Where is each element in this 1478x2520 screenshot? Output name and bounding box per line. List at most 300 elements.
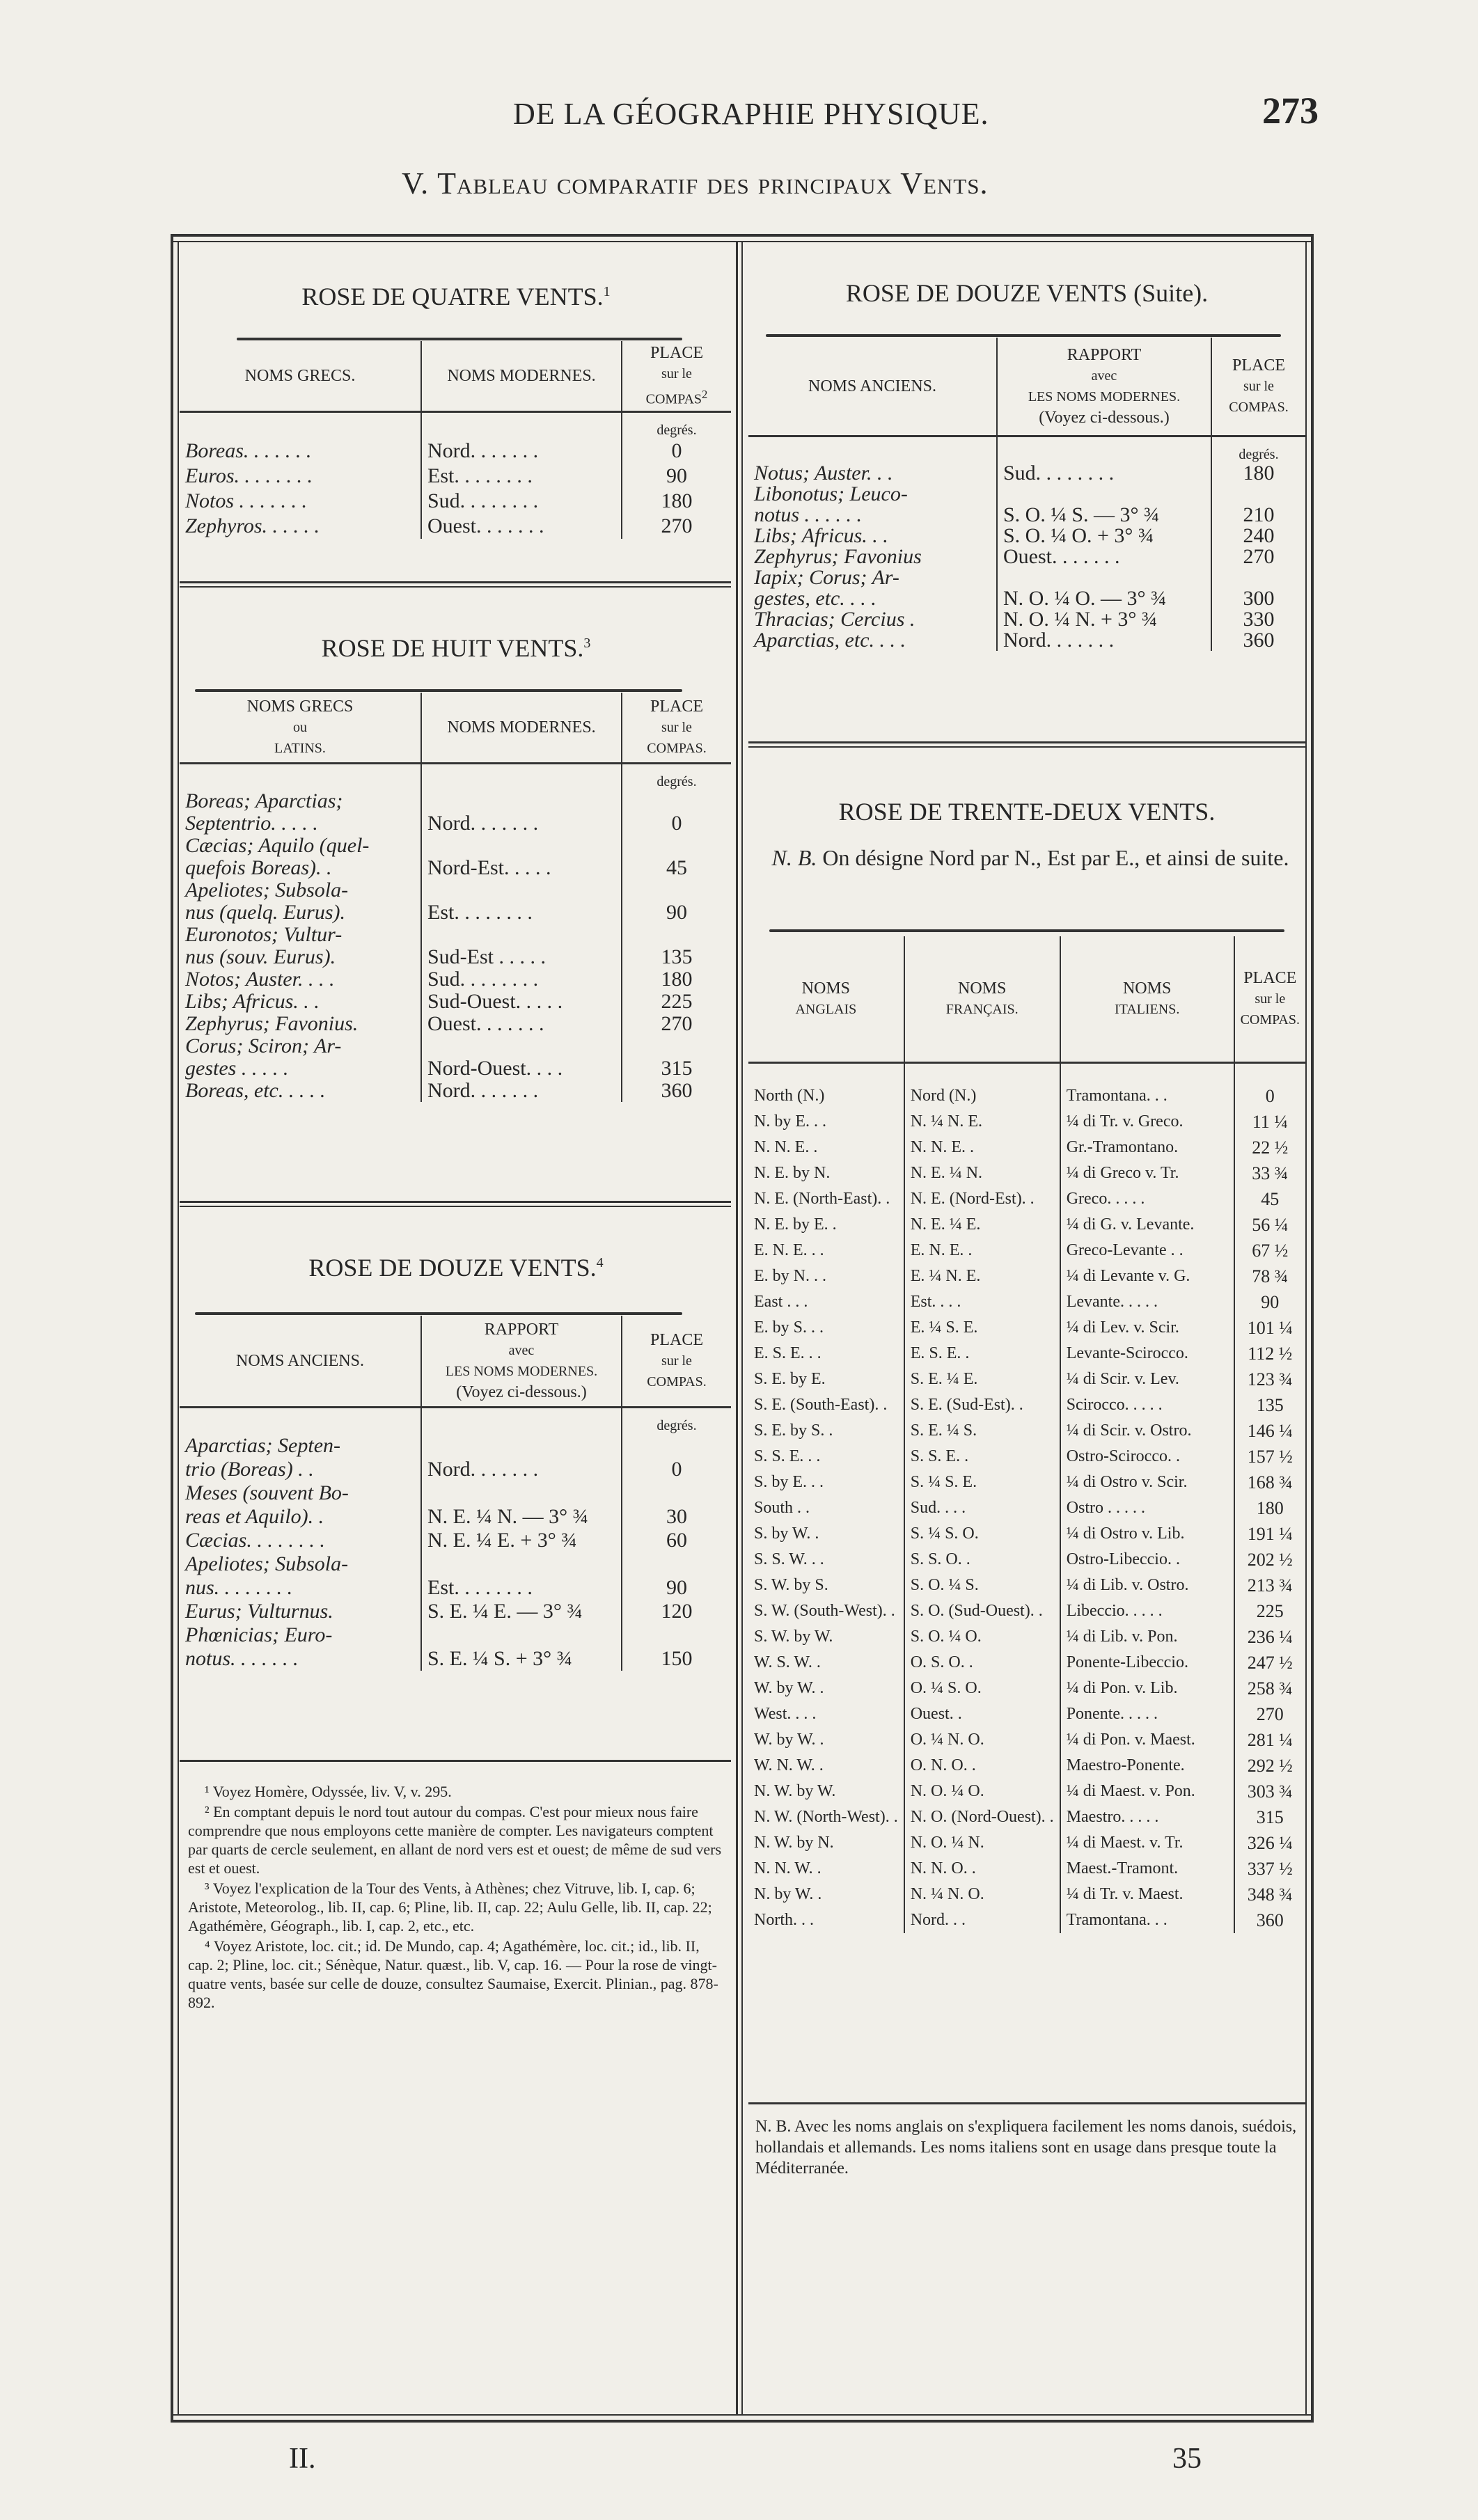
eight-modern: Nord. . . . . . . bbox=[421, 1080, 622, 1102]
twelve-cont-name bbox=[748, 609, 997, 630]
twelve-modern: Nord. . . . . . . bbox=[421, 1434, 622, 1481]
thirtytwo-degree: 213 ¾ bbox=[1234, 1573, 1305, 1598]
thirtytwo-italian: ¼ di Scir. v. Ostro. bbox=[1060, 1418, 1234, 1444]
thirtytwo-degree: 146 ¼ bbox=[1234, 1418, 1305, 1444]
thirtytwo-english: South . . bbox=[754, 1499, 810, 1517]
thirtytwo-row bbox=[748, 1676, 1305, 1701]
twelve-table bbox=[180, 1316, 731, 1671]
thirtytwo-italian: ¼ di Levante v. G. bbox=[1060, 1263, 1234, 1289]
eight-name-line: Zephyrus; Favonius. bbox=[185, 1012, 359, 1035]
thirtytwo-row bbox=[748, 1341, 1305, 1367]
twelve-col3-a: PLACE bbox=[650, 1331, 703, 1349]
twelve-cont-degree: 240 bbox=[1211, 526, 1305, 546]
four-modern: Est. . . . . . . . bbox=[421, 464, 622, 489]
twelve-cont-degree: 300 bbox=[1211, 567, 1305, 609]
twelve-cont-modern: Sud. . . . . . . . bbox=[997, 463, 1211, 484]
thirtytwo-degree: 258 ¾ bbox=[1234, 1676, 1305, 1701]
eight-degree: 45 bbox=[622, 835, 731, 879]
thirtytwo-french: S. ¼ S. E. bbox=[904, 1470, 1060, 1495]
eight-degree: 360 bbox=[622, 1080, 731, 1102]
twelve-name bbox=[180, 1600, 421, 1623]
thirtytwo-row bbox=[748, 1109, 1305, 1135]
thirtytwo-nb-text: On désigne Nord par N., Est par E., et ainsi de suite. bbox=[822, 845, 1289, 870]
thirtytwo-french: O. ¼ S. O. bbox=[904, 1676, 1060, 1701]
eight-name-line: Boreas, etc. . . . . bbox=[185, 1079, 326, 1102]
thirtytwo-row bbox=[748, 1238, 1305, 1263]
twelve-modern: N. E. ¼ E. + 3° ¾ bbox=[421, 1529, 622, 1552]
thirtytwo-degree: 270 bbox=[1234, 1701, 1305, 1727]
thirtytwo-italian: Tramontana. . . bbox=[1060, 1083, 1234, 1109]
thirtytwo-italian: Levante-Scirocco. bbox=[1060, 1341, 1234, 1367]
thirtytwo-col2-a: NOMS bbox=[958, 979, 1007, 998]
eight-rule bbox=[195, 689, 682, 692]
signature-mark: II. bbox=[289, 2443, 316, 2475]
thirtytwo-french: S. S. O. . bbox=[904, 1547, 1060, 1573]
thirtytwo-french: O. ¼ N. O. bbox=[904, 1727, 1060, 1753]
thirtytwo-row bbox=[748, 1160, 1305, 1186]
thirtytwo-french: N. E. ¼ N. bbox=[904, 1160, 1060, 1186]
twelve-name-line: Cæcias. . . . . . . . bbox=[185, 1529, 325, 1552]
twelve-cont-name-line: Zephyrus; Favonius bbox=[754, 545, 922, 568]
thirtytwo-english: S. E. by S. . bbox=[754, 1422, 833, 1440]
thirtytwo-english: N. E. (North-East). . bbox=[754, 1190, 890, 1208]
twelve-name-line: Meses (souvent Bo- bbox=[185, 1481, 349, 1504]
thirtytwo-italian: Ostro-Libeccio. . bbox=[1060, 1547, 1234, 1573]
twelve-cont-degree: 270 bbox=[1211, 546, 1305, 567]
twelve-cont-col3-c: COMPAS. bbox=[1229, 400, 1289, 415]
thirtytwo-english: W. by W. . bbox=[754, 1679, 824, 1697]
twelve-cont-row bbox=[748, 463, 1305, 484]
thirtytwo-english: S. W. by W. bbox=[754, 1628, 833, 1646]
thirtytwo-english: S. E. (South-East). . bbox=[754, 1396, 888, 1414]
thirtytwo-french: N. O. ¼ O. bbox=[904, 1779, 1060, 1804]
twelve-title-text: ROSE DE DOUZE VENTS. bbox=[308, 1254, 597, 1282]
thirtytwo-italian: Maestro-Ponente. bbox=[1060, 1753, 1234, 1779]
four-name-line: Notos . . . . . . . bbox=[185, 489, 308, 512]
thirtytwo-italian: Tramontana. . . bbox=[1060, 1907, 1234, 1933]
table-title bbox=[402, 166, 988, 201]
twelve-cont-name-line: Aparctias, etc. . . . bbox=[754, 629, 906, 652]
thirtytwo-french: N. E. (Nord-Est). . bbox=[904, 1186, 1060, 1212]
eight-row bbox=[180, 968, 731, 991]
thirtytwo-french: N. E. ¼ E. bbox=[904, 1212, 1060, 1238]
four-unit: degrés. bbox=[622, 412, 731, 439]
eight-name bbox=[180, 924, 421, 968]
thirtytwo-italian: ¼ di Tr. v. Maest. bbox=[1060, 1882, 1234, 1907]
thirtytwo-italian: ¼ di Tr. v. Greco. bbox=[1060, 1109, 1234, 1135]
four-col2: NOMS MODERNES. bbox=[421, 341, 622, 412]
thirtytwo-col4-b: sur le bbox=[1255, 991, 1286, 1007]
thirtytwo-degree: 292 ½ bbox=[1234, 1753, 1305, 1779]
twelve-cont-name bbox=[748, 484, 997, 526]
thirtytwo-french: N. N. E. . bbox=[904, 1135, 1060, 1160]
eight-modern: Sud-Ouest. . . . . bbox=[421, 991, 622, 1013]
thirtytwo-french: N. ¼ N. E. bbox=[904, 1109, 1060, 1135]
thirtytwo-row bbox=[748, 1856, 1305, 1882]
thirtytwo-row bbox=[748, 1624, 1305, 1650]
eight-modern: Est. . . . . . . . bbox=[421, 879, 622, 924]
thirtytwo-italian: Maestro. . . . . bbox=[1060, 1804, 1234, 1830]
thirtytwo-english: E. S. E. . . bbox=[754, 1344, 821, 1362]
eight-title-text: ROSE DE HUIT VENTS. bbox=[321, 634, 584, 662]
thirtytwo-italian: ¼ di Ostro v. Lib. bbox=[1060, 1521, 1234, 1547]
twelve-cont-name-line: gestes, etc. . . . bbox=[754, 587, 876, 610]
eight-name-line: Libs; Africus. . . bbox=[185, 990, 320, 1013]
twelve-row bbox=[180, 1600, 731, 1623]
thirtytwo-italian: Ponente-Libeccio. bbox=[1060, 1650, 1234, 1676]
twelve-cont-name-line: notus . . . . . . bbox=[754, 503, 863, 526]
thirtytwo-row bbox=[748, 1779, 1305, 1804]
twelve-degree: 30 bbox=[622, 1481, 731, 1529]
eight-name-line: gestes . . . . . bbox=[185, 1057, 289, 1080]
eight-row bbox=[180, 924, 731, 968]
thirtytwo-english: E. N. E. . . bbox=[754, 1241, 824, 1259]
thirtytwo-english: N. W. (North-West). . bbox=[754, 1808, 898, 1826]
thirtytwo-degree: 45 bbox=[1234, 1186, 1305, 1212]
thirtytwo-french: E. ¼ N. E. bbox=[904, 1263, 1060, 1289]
eight-name-line: Notos; Auster. . . . bbox=[185, 968, 335, 991]
thirtytwo-col4-c: COMPAS. bbox=[1240, 1012, 1300, 1027]
eight-row bbox=[180, 835, 731, 879]
thirtytwo-english: N. E. by E. . bbox=[754, 1215, 837, 1234]
twelve-modern: Est. . . . . . . . bbox=[421, 1552, 622, 1600]
twelve-cont-name bbox=[748, 546, 997, 567]
eight-name-line: quefois Boreas). . bbox=[185, 856, 332, 879]
twelve-note-ref: 4 bbox=[596, 1255, 604, 1270]
thirtytwo-english: N. by W. . bbox=[754, 1885, 822, 1903]
thirtytwo-italian: Ponente. . . . . bbox=[1060, 1701, 1234, 1727]
eight-name bbox=[180, 835, 421, 879]
thirtytwo-degree: 326 ¼ bbox=[1234, 1830, 1305, 1856]
thirtytwo-col1-b: ANGLAIS bbox=[795, 1002, 857, 1017]
twelve-cont-col2-b: avec bbox=[1091, 368, 1117, 384]
twelve-cont-col3-a: PLACE bbox=[1232, 356, 1285, 375]
thirtytwo-degree: 168 ¾ bbox=[1234, 1470, 1305, 1495]
thirtytwo-english: N. W. by N. bbox=[754, 1834, 834, 1852]
thirtytwo-french: N. O. (Nord-Ouest). . bbox=[904, 1804, 1060, 1830]
thirtytwo-degree: 157 ½ bbox=[1234, 1444, 1305, 1470]
thirtytwo-italian: ¼ di Pon. v. Lib. bbox=[1060, 1676, 1234, 1701]
thirtytwo-degree: 112 ½ bbox=[1234, 1341, 1305, 1367]
thirtytwo-english: S. W. (South-West). . bbox=[754, 1602, 895, 1620]
twelve-col2 bbox=[421, 1316, 622, 1408]
four-name bbox=[180, 514, 421, 539]
thirtytwo-degree: 180 bbox=[1234, 1495, 1305, 1521]
twelve-col3 bbox=[622, 1316, 731, 1408]
thirtytwo-degree: 101 ¼ bbox=[1234, 1315, 1305, 1341]
twelve-modern: N. E. ¼ N. — 3° ¾ bbox=[421, 1481, 622, 1529]
twelve-cont-degree: 360 bbox=[1211, 630, 1305, 651]
four-col3-a: PLACE bbox=[650, 343, 703, 362]
thirtytwo-english: N. W. by W. bbox=[754, 1782, 836, 1800]
twelve-cont-name-line: Thracias; Cercius . bbox=[754, 608, 915, 631]
four-row bbox=[180, 439, 731, 464]
thirtytwo-italian: ¼ di Greco v. Tr. bbox=[1060, 1160, 1234, 1186]
thirtytwo-row bbox=[748, 1573, 1305, 1598]
twelve-cont-row bbox=[748, 630, 1305, 651]
thirtytwo-italian: ¼ di Lib. v. Ostro. bbox=[1060, 1573, 1234, 1598]
thirtytwo-english: E. by S. . . bbox=[754, 1318, 824, 1337]
thirtytwo-row bbox=[748, 1830, 1305, 1856]
thirtytwo-french: N. ¼ N. O. bbox=[904, 1882, 1060, 1907]
table-title-text: Tableau comparatif des principaux Vents. bbox=[437, 166, 989, 200]
thirtytwo-col2-b: FRANÇAIS. bbox=[945, 1002, 1019, 1017]
thirtytwo-english: North (N.) bbox=[754, 1087, 825, 1105]
thirtytwo-french: E. N. E. . bbox=[904, 1238, 1060, 1263]
thirtytwo-row bbox=[748, 1135, 1305, 1160]
thirtytwo-french: S. O. ¼ O. bbox=[904, 1624, 1060, 1650]
twelve-cont-name-line: Libs; Africus. . . bbox=[754, 524, 888, 547]
twelve-name-line: Apeliotes; Subsola- bbox=[185, 1552, 349, 1575]
four-col3 bbox=[622, 341, 731, 412]
twelve-name bbox=[180, 1552, 421, 1600]
twelve-name-line: reas et Aquilo). . bbox=[185, 1505, 324, 1528]
eight-name-line: Euronotos; Vultur- bbox=[185, 923, 343, 946]
twelve-name bbox=[180, 1434, 421, 1481]
eight-col1-b: ou bbox=[293, 720, 307, 735]
twelve-row bbox=[180, 1529, 731, 1552]
twelve-cont-degree: 210 bbox=[1211, 484, 1305, 526]
thirtytwo-italian: ¼ di Lib. v. Pon. bbox=[1060, 1624, 1234, 1650]
thirtytwo-row bbox=[748, 1212, 1305, 1238]
eight-name-line: Septentrio. . . . . bbox=[185, 812, 318, 835]
thirtytwo-col2 bbox=[904, 936, 1060, 1063]
twelve-cont-modern: N. O. ¼ N. + 3° ¾ bbox=[997, 609, 1211, 630]
eight-name bbox=[180, 879, 421, 924]
eight-col3-a: PLACE bbox=[650, 698, 703, 716]
twelve-row bbox=[180, 1434, 731, 1481]
eight-degree: 0 bbox=[622, 790, 731, 835]
twelve-degree: 150 bbox=[622, 1623, 731, 1671]
thirtytwo-row bbox=[748, 1418, 1305, 1444]
thirtytwo-degree: 191 ¼ bbox=[1234, 1521, 1305, 1547]
twelve-cont-row bbox=[748, 546, 1305, 567]
four-modern: Ouest. . . . . . . bbox=[421, 514, 622, 539]
four-row bbox=[180, 489, 731, 514]
four-col3-b: sur le bbox=[661, 365, 692, 381]
twelve-name bbox=[180, 1529, 421, 1552]
thirtytwo-french: N. N. O. . bbox=[904, 1856, 1060, 1882]
twelve-degree: 120 bbox=[622, 1600, 731, 1623]
twelve-row bbox=[180, 1481, 731, 1529]
four-table bbox=[180, 341, 731, 539]
thirtytwo-col4 bbox=[1234, 936, 1305, 1063]
thirtytwo-french: S. E. ¼ S. bbox=[904, 1418, 1060, 1444]
twelve-cont-degree: 330 bbox=[1211, 609, 1305, 630]
thirtytwo-col1-a: NOMS bbox=[801, 979, 851, 998]
twelve-col2-b: avec bbox=[508, 1343, 535, 1358]
twelve-cont-modern: Ouest. . . . . . . bbox=[997, 546, 1211, 567]
twelve-rule bbox=[195, 1312, 682, 1315]
twelve-cont-col1: NOMS ANCIENS. bbox=[748, 338, 997, 436]
thirtytwo-row bbox=[748, 1083, 1305, 1109]
thirtytwo-italian: ¼ di Lev. v. Scir. bbox=[1060, 1315, 1234, 1341]
eight-degree: 135 bbox=[622, 924, 731, 968]
twelve-degree: 0 bbox=[622, 1434, 731, 1481]
twelve-cont-modern: S. O. ¼ O. + 3° ¾ bbox=[997, 526, 1211, 546]
thirtytwo-italian: Levante. . . . . bbox=[1060, 1289, 1234, 1315]
twelve-row bbox=[180, 1552, 731, 1600]
eight-col2: NOMS MODERNES. bbox=[421, 693, 622, 764]
thirtytwo-english: N. by E. . . bbox=[754, 1112, 826, 1131]
four-col3-ref: 2 bbox=[702, 387, 708, 401]
eight-modern: Ouest. . . . . . . bbox=[421, 1013, 622, 1035]
eight-modern: Nord-Ouest. . . . bbox=[421, 1035, 622, 1080]
twelve-cont-row bbox=[748, 484, 1305, 526]
twelve-cont-name-line: Libonotus; Leuco- bbox=[754, 482, 908, 505]
thirtytwo-italian: Libeccio. . . . . bbox=[1060, 1598, 1234, 1624]
thirtytwo-degree: 0 bbox=[1234, 1083, 1305, 1109]
thirtytwo-italian: ¼ di Maest. v. Tr. bbox=[1060, 1830, 1234, 1856]
four-degree: 0 bbox=[622, 439, 731, 464]
thirtytwo-col1 bbox=[748, 936, 904, 1063]
twelve-col2-d: (Voyez ci-dessous.) bbox=[456, 1383, 587, 1401]
thirtytwo-italian: ¼ di Scir. v. Lev. bbox=[1060, 1367, 1234, 1392]
twelve-row bbox=[180, 1623, 731, 1671]
eight-degree: 315 bbox=[622, 1035, 731, 1080]
thirtytwo-english: W. S. W. . bbox=[754, 1653, 821, 1671]
thirtytwo-italian: Greco-Levante . . bbox=[1060, 1238, 1234, 1263]
signature-number: 35 bbox=[1172, 2443, 1202, 2475]
eight-degree: 180 bbox=[622, 968, 731, 991]
thirtytwo-english: S. E. by E. bbox=[754, 1370, 826, 1388]
four-col1: NOMS GRECS. bbox=[180, 341, 421, 412]
thirtytwo-french: S. O. ¼ S. bbox=[904, 1573, 1060, 1598]
eight-note-ref: 3 bbox=[583, 636, 591, 651]
thirtytwo-row bbox=[748, 1186, 1305, 1212]
thirtytwo-degree: 236 ¼ bbox=[1234, 1624, 1305, 1650]
thirtytwo-row bbox=[748, 1753, 1305, 1779]
twelve-name-line: notus. . . . . . . bbox=[185, 1647, 299, 1670]
thirtytwo-degree: 33 ¾ bbox=[1234, 1160, 1305, 1186]
twelve-cont-name-line: Iapix; Corus; Ar- bbox=[754, 566, 899, 589]
twelve-name-line: Eurus; Vulturnus. bbox=[185, 1600, 333, 1623]
thirtytwo-french: S. S. E. . bbox=[904, 1444, 1060, 1470]
thirtytwo-french: E. S. E. . bbox=[904, 1341, 1060, 1367]
eight-modern: Sud-Est . . . . . bbox=[421, 924, 622, 968]
twelve-cont-col2-d: (Voyez ci-dessous.) bbox=[1039, 409, 1170, 427]
eight-name-line: nus (souv. Eurus). bbox=[185, 945, 336, 968]
thirtytwo-degree: 202 ½ bbox=[1234, 1547, 1305, 1573]
eight-name-line: Boreas; Aparctias; bbox=[185, 789, 343, 812]
twelve-cont-name-line: Notus; Auster. . . bbox=[754, 462, 893, 485]
twelve-cont-col3-b: sur le bbox=[1243, 379, 1274, 394]
twelve-cont-modern: S. O. ¼ S. — 3° ¾ bbox=[997, 484, 1211, 526]
four-row bbox=[180, 514, 731, 539]
thirtytwo-french: Sud. . . . bbox=[904, 1495, 1060, 1521]
twelve-col3-b: sur le bbox=[661, 1353, 692, 1369]
eight-col1-c: LATINS. bbox=[274, 741, 326, 756]
thirtytwo-degree: 247 ½ bbox=[1234, 1650, 1305, 1676]
twelve-cont-col2-a: RAPPORT bbox=[1067, 346, 1142, 364]
eight-name-line: nus (quelq. Eurus). bbox=[185, 901, 345, 924]
eight-modern: Nord. . . . . . . bbox=[421, 790, 622, 835]
thirtytwo-row bbox=[748, 1547, 1305, 1573]
thirtytwo-italian: Greco. . . . . bbox=[1060, 1186, 1234, 1212]
thirtytwo-degree: 22 ½ bbox=[1234, 1135, 1305, 1160]
footnotes bbox=[188, 1782, 724, 2013]
thirtytwo-degree: 225 bbox=[1234, 1598, 1305, 1624]
twelve-cont-rule bbox=[766, 334, 1281, 337]
twelve-cont-row bbox=[748, 567, 1305, 609]
eight-title bbox=[181, 633, 731, 663]
four-row bbox=[180, 464, 731, 489]
thirtytwo-row bbox=[748, 1882, 1305, 1907]
four-degree: 180 bbox=[622, 489, 731, 514]
twelve-name-line: nus. . . . . . . . bbox=[185, 1576, 293, 1599]
thirtytwo-degree: 67 ½ bbox=[1234, 1238, 1305, 1263]
twelve-cont-degree: 180 bbox=[1211, 463, 1305, 484]
thirtytwo-french: S. O. (Sud-Ouest). . bbox=[904, 1598, 1060, 1624]
thirtytwo-french: O. N. O. . bbox=[904, 1753, 1060, 1779]
eight-row bbox=[180, 790, 731, 835]
twelve-unit: degrés. bbox=[622, 1408, 731, 1435]
thirtytwo-french: N. O. ¼ N. bbox=[904, 1830, 1060, 1856]
thirtytwo-degree: 123 ¾ bbox=[1234, 1367, 1305, 1392]
twelve-cont-row bbox=[748, 526, 1305, 546]
thirtytwo-rule bbox=[769, 929, 1284, 932]
thirtytwo-col3-b: ITALIENS. bbox=[1114, 1002, 1180, 1017]
footnote-2: ² En comptant depuis le nord tout autour du compas. C'est pour mieux nous faire comprendre que nous employons cette manière de compter. Les navigateurs comptent par quarts de cercle seulement, en allant de nord vers est et ouest; de même de sud vers est et ouest. bbox=[188, 1803, 722, 1877]
footnote-3: ³ Voyez l'explication de la Tour des Vents, à Athènes; chez Vitruve, lib. I, cap. 6; Aristote, Meteorolog., lib. II, cap. 6; Pline, lib. II, cap. 22; Aulu Gelle, lib. II, cap. 22; Agathémère, Géograph., lib. I, cap. 2, etc., etc. bbox=[188, 1880, 712, 1935]
thirtytwo-english: N. E. by N. bbox=[754, 1164, 831, 1182]
thirtytwo-final-note: N. B. Avec les noms anglais on s'expliquera facilement les noms danois, suédois, hollandais et allemands. Les noms italiens sont en usage dans presque toute la Méditerranée. bbox=[755, 2118, 1297, 2178]
twelve-cont-row bbox=[748, 609, 1305, 630]
thirtytwo-french: Nord. . . bbox=[904, 1907, 1060, 1933]
eight-col3 bbox=[622, 693, 731, 764]
eight-col3-c: COMPAS. bbox=[647, 741, 707, 756]
thirtytwo-italian: ¼ di Maest. v. Pon. bbox=[1060, 1779, 1234, 1804]
thirtytwo-english: S. S. W. . . bbox=[754, 1550, 824, 1568]
thirtytwo-english: N. N. W. . bbox=[754, 1859, 821, 1877]
twelve-cont-col2-c: LES NOMS MODERNES. bbox=[1028, 389, 1181, 404]
thirtytwo-nb bbox=[766, 842, 1295, 873]
thirtytwo-row bbox=[748, 1521, 1305, 1547]
thirtytwo-french: Ouest. . bbox=[904, 1701, 1060, 1727]
eight-row bbox=[180, 991, 731, 1013]
thirtytwo-french: O. S. O. . bbox=[904, 1650, 1060, 1676]
thirtytwo-row bbox=[748, 1701, 1305, 1727]
eight-name bbox=[180, 1035, 421, 1080]
twelve-cont-unit: degrés. bbox=[1211, 436, 1305, 464]
eight-name bbox=[180, 991, 421, 1013]
four-degree: 90 bbox=[622, 464, 731, 489]
twelve-cont-name bbox=[748, 567, 997, 609]
thirtytwo-english: S. S. E. . . bbox=[754, 1447, 821, 1465]
thirtytwo-row bbox=[748, 1804, 1305, 1830]
thirtytwo-row bbox=[748, 1367, 1305, 1392]
eight-name-line: Cæcias; Aquilo (quel- bbox=[185, 834, 370, 857]
thirtytwo-english: West. . . . bbox=[754, 1705, 817, 1723]
four-title bbox=[181, 282, 731, 311]
eight-name bbox=[180, 1013, 421, 1035]
twelve-name bbox=[180, 1623, 421, 1671]
twelve-title bbox=[181, 1253, 731, 1282]
thirtytwo-english: E. by N. . . bbox=[754, 1267, 826, 1285]
thirtytwo-row bbox=[748, 1650, 1305, 1676]
twelve-name-line: Phœnicias; Euro- bbox=[185, 1623, 333, 1646]
four-modern: Sud. . . . . . . . bbox=[421, 489, 622, 514]
eight-modern: Nord-Est. . . . . bbox=[421, 835, 622, 879]
four-degree: 270 bbox=[622, 514, 731, 539]
eight-col1-a: NOMS GRECS bbox=[246, 698, 354, 716]
thirtytwo-row bbox=[748, 1263, 1305, 1289]
thirtytwo-italian: Gr.-Tramontano. bbox=[1060, 1135, 1234, 1160]
eight-row bbox=[180, 1035, 731, 1080]
thirtytwo-row bbox=[748, 1289, 1305, 1315]
thirtytwo-degree: 337 ½ bbox=[1234, 1856, 1305, 1882]
thirtytwo-row bbox=[748, 1444, 1305, 1470]
